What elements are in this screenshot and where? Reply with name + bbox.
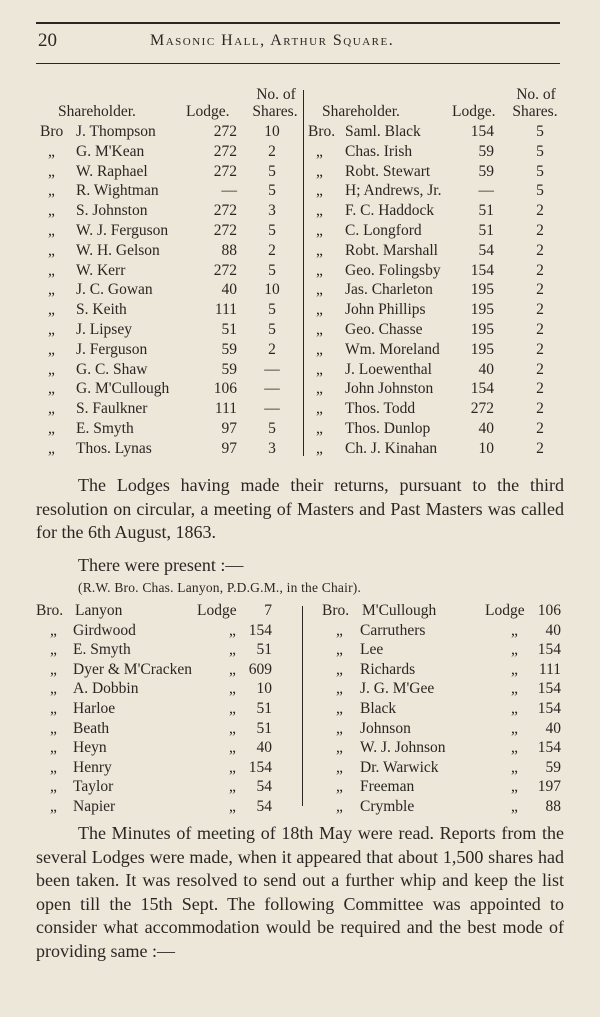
attendee-prefix: „ [336, 758, 343, 776]
shareholder-lodge: 195 [470, 321, 494, 338]
shareholder-prefix: „ [316, 142, 323, 160]
attendee-prefix: „ [50, 621, 57, 639]
attendee-prefix: „ [50, 758, 57, 776]
shareholder-shares: 5 [536, 142, 544, 160]
attendee-prefix: „ [336, 641, 343, 659]
attendees-divider [302, 606, 303, 806]
attendee-prefix: „ [50, 719, 57, 737]
attendee-lodge: 40 [545, 719, 561, 737]
shareholder-prefix: „ [316, 439, 323, 457]
shareholder-lodge: 272 [470, 400, 494, 418]
shareholder-lodge: 195 [470, 340, 494, 358]
attendee-prefix: „ [336, 798, 343, 815]
attendee-name: Napier [73, 798, 116, 815]
attendee-lodge-label: „ [511, 758, 518, 776]
attendee-lodge-label: „ [229, 778, 236, 796]
attendee-lodge-label: „ [511, 660, 518, 678]
header-shareholder-right: Shareholder. [322, 103, 400, 120]
shareholder-name: W. Raphael [76, 162, 148, 180]
shareholder-prefix: „ [48, 340, 55, 358]
attendee-lodge: 111 [538, 660, 561, 678]
header-shares-left-2: Shares. [252, 103, 298, 120]
shareholder-name: Chas. Irish [345, 142, 413, 160]
shareholder-name: W. H. Gelson [76, 241, 160, 259]
shareholder-lodge: 10 [478, 439, 494, 457]
attendee-lodge-label: „ [511, 680, 518, 698]
attendee-lodge: 54 [256, 778, 272, 796]
shareholder-name: Robt. Marshall [345, 241, 438, 259]
shareholder-prefix: „ [316, 301, 323, 319]
shareholder-prefix: „ [48, 142, 55, 160]
shareholder-name: Jas. Charleton [345, 281, 433, 299]
shareholder-shares: 2 [536, 420, 544, 437]
header-shares-right-2: Shares. [512, 103, 558, 120]
attendee-name: Girdwood [73, 621, 136, 639]
attendee-name: A. Dobbin [73, 680, 139, 698]
shareholder-shares: 2 [536, 439, 544, 457]
attendee-lodge-label: Lodge [197, 602, 237, 619]
shareholder-lodge: 111 [214, 400, 237, 418]
shareholder-lodge: 40 [478, 360, 494, 378]
shareholder-shares: 2 [536, 321, 544, 338]
shareholder-lodge: 88 [221, 241, 237, 259]
shareholder-lodge: 272 [213, 202, 237, 220]
shareholder-prefix: „ [48, 182, 55, 200]
attendee-lodge: 154 [248, 758, 272, 776]
header-shares-right-1: No. of [516, 86, 556, 103]
shareholder-shares: 5 [268, 321, 276, 338]
attendee-lodge-label: „ [511, 798, 518, 815]
attendee-name: Lee [360, 641, 384, 659]
shareholder-name: John Johnston [345, 380, 434, 398]
shareholder-lodge: 195 [470, 301, 494, 319]
shareholder-shares: 5 [268, 162, 276, 180]
shareholder-prefix: „ [48, 202, 55, 220]
shareholder-shares: 2 [268, 142, 276, 160]
shareholder-shares: — [264, 400, 280, 418]
attendee-name: Johnson [360, 719, 411, 737]
shareholder-prefix: „ [48, 222, 55, 239]
shareholder-prefix: Bro. [308, 123, 336, 140]
shareholder-lodge: 59 [478, 142, 494, 160]
shareholder-lodge: 106 [213, 380, 237, 398]
attendee-lodge: 51 [256, 719, 272, 737]
shareholder-prefix: „ [48, 281, 55, 299]
attendee-lodge: 154 [537, 680, 561, 698]
attendee-lodge-label: „ [229, 680, 236, 698]
attendee-name: Henry [73, 758, 112, 776]
shareholder-prefix: „ [48, 420, 55, 437]
shareholder-shares: 3 [268, 202, 276, 220]
attendee-lodge-label: „ [229, 660, 236, 678]
attendee-prefix: „ [336, 700, 343, 717]
shareholder-prefix: „ [316, 162, 323, 180]
shareholder-prefix: „ [316, 281, 323, 299]
shareholder-prefix: „ [48, 321, 55, 338]
shareholder-shares: 5 [268, 420, 276, 437]
attendee-lodge-label: „ [229, 700, 236, 717]
shareholder-name: S. Johnston [76, 202, 148, 220]
attendee-lodge: 51 [256, 700, 272, 717]
shareholder-name: C. Longford [345, 222, 422, 239]
attendee-lodge-label: „ [511, 700, 518, 717]
shareholder-name: Thos. Lynas [76, 439, 152, 457]
shareholder-name: S. Keith [76, 301, 127, 319]
shareholder-lodge: 272 [213, 162, 237, 180]
shareholder-lodge: 154 [470, 380, 494, 398]
shareholder-shares: 5 [536, 182, 544, 200]
shareholder-lodge: 59 [478, 162, 494, 180]
shareholder-name: Saml. Black [345, 123, 421, 140]
shareholder-prefix: „ [48, 380, 55, 398]
paragraph-minutes: The Minutes of meeting of 18th May were read. Reports from the several Lodges were made, when it appeared that about 1,500 shares had been taken. It was resolved to send out a further whip and keep the list open till the 15th Sept. The following Committee was appointed to consider what accommodation would be required and the best mode of providing same :— [36, 823, 564, 961]
shareholder-name: Ch. J. Kinahan [345, 439, 438, 457]
attendee-lodge: 59 [545, 758, 561, 776]
attendee-prefix: „ [50, 700, 57, 717]
shareholder-name: J. Loewenthal [345, 360, 432, 378]
shareholder-name: John Phillips [345, 301, 426, 319]
shareholder-shares: 2 [536, 400, 544, 418]
attendee-prefix: „ [50, 680, 57, 698]
attendee-name: E. Smyth [73, 641, 131, 659]
attendee-prefix: „ [50, 798, 57, 815]
attendee-lodge-label: „ [229, 621, 236, 639]
attendee-lodge-label: „ [511, 641, 518, 659]
shareholder-name: G. M'Cullough [76, 380, 170, 398]
attendee-lodge: 154 [537, 700, 561, 717]
attendee-name: Freeman [360, 778, 415, 796]
attendee-lodge: 54 [256, 798, 272, 815]
shareholder-lodge: — [221, 182, 237, 200]
shareholder-prefix: „ [48, 439, 55, 457]
shareholder-name: J. Lipsey [76, 321, 132, 338]
attendee-name: M'Cullough [362, 602, 437, 619]
shareholder-shares: 2 [536, 202, 544, 220]
shareholder-name: Geo. Chasse [345, 321, 423, 338]
attendee-name: Beath [73, 719, 110, 737]
shareholder-shares: 2 [536, 360, 544, 378]
shareholder-shares: 2 [536, 281, 544, 299]
shareholder-prefix: „ [48, 241, 55, 259]
shareholder-lodge: 272 [213, 222, 237, 239]
attendee-lodge-label: „ [229, 758, 236, 776]
shareholder-lodge: 51 [221, 321, 237, 338]
shareholder-name: S. Faulkner [76, 400, 148, 418]
shareholder-prefix: „ [316, 400, 323, 418]
shareholder-shares: 10 [264, 281, 280, 299]
shareholder-lodge: 59 [221, 360, 237, 378]
shareholder-prefix: „ [316, 360, 323, 378]
shareholder-shares: 5 [268, 301, 276, 319]
attendee-prefix: „ [336, 680, 343, 698]
present-label: There were present :— [78, 555, 244, 575]
chair-note: (R.W. Bro. Chas. Lanyon, P.D.G.M., in the Chair). [78, 580, 362, 595]
attendee-lodge: 40 [545, 621, 561, 639]
shareholder-shares: 2 [536, 380, 544, 398]
shareholder-prefix: „ [316, 340, 323, 358]
attendee-name: Harloe [73, 700, 116, 717]
header-shares-left-1: No. of [256, 86, 296, 103]
shareholder-lodge: 154 [470, 123, 494, 140]
shareholder-shares: 2 [536, 222, 544, 239]
shareholder-name: Wm. Moreland [345, 340, 440, 358]
shareholder-lodge: 272 [213, 261, 237, 279]
attendee-prefix: „ [336, 719, 343, 737]
shareholder-lodge: 40 [478, 420, 494, 437]
attendee-lodge: 154 [537, 641, 561, 659]
shareholder-shares: 5 [536, 162, 544, 180]
shareholder-shares: 2 [268, 340, 276, 358]
shareholder-prefix: „ [48, 360, 55, 378]
attendee-name: Richards [360, 660, 416, 678]
shareholder-shares: 2 [536, 241, 544, 259]
shareholder-prefix: „ [48, 162, 55, 180]
shareholder-shares: — [264, 360, 280, 378]
shareholder-shares: 2 [536, 261, 544, 279]
attendee-lodge-label: „ [229, 739, 236, 757]
attendee-lodge-label: „ [511, 778, 518, 796]
attendee-lodge: 88 [545, 798, 561, 815]
attendee-lodge: 106 [537, 602, 561, 619]
attendee-name: J. G. M'Gee [360, 680, 435, 698]
shareholder-name: R. Wightman [76, 182, 159, 200]
attendee-lodge-label: „ [511, 739, 518, 757]
shareholder-lodge: 272 [213, 142, 237, 160]
header-lodge-right: Lodge. [452, 103, 496, 120]
attendee-name: Lanyon [75, 602, 123, 619]
shareholder-lodge: 97 [221, 439, 237, 457]
shareholder-prefix: „ [316, 420, 323, 437]
attendee-lodge-label: „ [511, 621, 518, 639]
attendee-prefix: „ [50, 778, 57, 796]
shareholder-name: W. Kerr [76, 261, 126, 279]
attendee-lodge: 51 [256, 641, 272, 659]
shareholder-name: Geo. Folingsby [345, 261, 441, 279]
shareholder-prefix: Bro [40, 123, 64, 140]
attendee-lodge: 197 [537, 778, 561, 796]
shareholder-name: H; Andrews, Jr. [345, 182, 442, 200]
attendee-lodge-label: „ [229, 798, 236, 815]
attendee-lodge: 40 [256, 739, 272, 757]
shareholder-name: G. C. Shaw [76, 360, 148, 378]
shareholder-name: Thos. Dunlop [345, 420, 431, 437]
shareholder-lodge: 154 [470, 261, 494, 279]
shareholder-lodge: — [478, 182, 494, 200]
shareholder-prefix: „ [316, 222, 323, 239]
attendee-name: Black [360, 700, 397, 717]
attendee-name: Crymble [360, 798, 415, 815]
shareholder-shares: 5 [536, 123, 544, 140]
attendee-lodge: 154 [248, 621, 272, 639]
attendee-lodge: 10 [256, 680, 272, 698]
shareholder-lodge: 51 [478, 202, 494, 220]
shareholder-lodge: 195 [470, 281, 494, 299]
shareholder-shares: — [264, 380, 280, 398]
shareholder-prefix: „ [316, 202, 323, 220]
shareholder-name: E. Smyth [76, 420, 134, 437]
running-title: Masonic Hall, Arthur Square. [150, 32, 395, 49]
attendee-name: Dr. Warwick [360, 758, 439, 776]
shareholder-shares: 2 [268, 241, 276, 259]
shareholder-lodge: 97 [221, 420, 237, 437]
shareholder-lodge: 51 [478, 222, 494, 239]
attendee-lodge-label: „ [229, 641, 236, 659]
shareholder-prefix: „ [316, 380, 323, 398]
shareholder-name: F. C. Haddock [345, 202, 435, 220]
shareholder-prefix: „ [48, 261, 55, 279]
shareholder-name: Thos. Todd [345, 400, 416, 418]
attendee-prefix: „ [336, 660, 343, 678]
header-shareholder-left: Shareholder. [58, 103, 136, 120]
attendee-name: Dyer & M'Cracken [73, 660, 193, 678]
attendee-lodge: 609 [248, 660, 272, 678]
shareholder-prefix: „ [316, 182, 323, 200]
shareholder-name: Robt. Stewart [345, 162, 431, 180]
shareholder-prefix: „ [48, 400, 55, 418]
shareholder-lodge: 59 [221, 340, 237, 358]
shareholder-prefix: „ [48, 301, 55, 319]
page-number: 20 [38, 30, 57, 51]
shareholder-shares: 10 [264, 123, 280, 140]
shareholder-lodge: 111 [214, 301, 237, 319]
shareholder-prefix: „ [316, 261, 323, 279]
attendee-prefix: „ [50, 660, 57, 678]
attendee-lodge-label: „ [511, 719, 518, 737]
attendee-prefix: „ [336, 739, 343, 757]
attendee-prefix: „ [50, 641, 57, 659]
shareholder-name: J. Thompson [76, 123, 156, 140]
shareholder-lodge: 40 [221, 281, 237, 299]
shareholder-prefix: „ [316, 321, 323, 338]
paragraph-returns: The Lodges having made their returns, pursuant to the third resolution on circular, a meeting of Masters and Past Masters was called for the 6th August, 1863. [36, 475, 564, 542]
attendee-prefix: „ [336, 778, 343, 796]
shareholder-lodge: 54 [478, 241, 494, 259]
header-lodge-left: Lodge. [186, 103, 230, 120]
shareholder-name: J. C. Gowan [76, 281, 153, 299]
shareholder-shares: 5 [268, 182, 276, 200]
attendee-prefix: Bro. [36, 602, 64, 619]
attendee-prefix: „ [50, 739, 57, 757]
attendee-name: Heyn [73, 739, 107, 757]
shareholder-lodge: 272 [213, 123, 237, 140]
shareholder-name: J. Ferguson [76, 340, 148, 358]
attendee-name: Carruthers [360, 621, 426, 639]
attendee-name: Taylor [73, 778, 114, 796]
shareholder-shares: 2 [536, 301, 544, 319]
shareholder-name: G. M'Kean [76, 142, 145, 160]
attendee-lodge: 154 [537, 739, 561, 757]
attendee-lodge-label: Lodge [485, 602, 525, 619]
shareholder-name: W. J. Ferguson [76, 222, 169, 239]
attendee-lodge: 7 [264, 602, 272, 619]
shareholder-shares: 2 [536, 340, 544, 358]
attendee-name: W. J. Johnson [360, 739, 446, 757]
shareholder-prefix: „ [316, 241, 323, 259]
shareholder-shares: 5 [268, 222, 276, 239]
attendee-lodge-label: „ [229, 719, 236, 737]
attendee-prefix: „ [336, 621, 343, 639]
attendee-prefix: Bro. [322, 602, 350, 619]
shareholder-shares: 5 [268, 261, 276, 279]
shareholder-shares: 3 [268, 439, 276, 457]
